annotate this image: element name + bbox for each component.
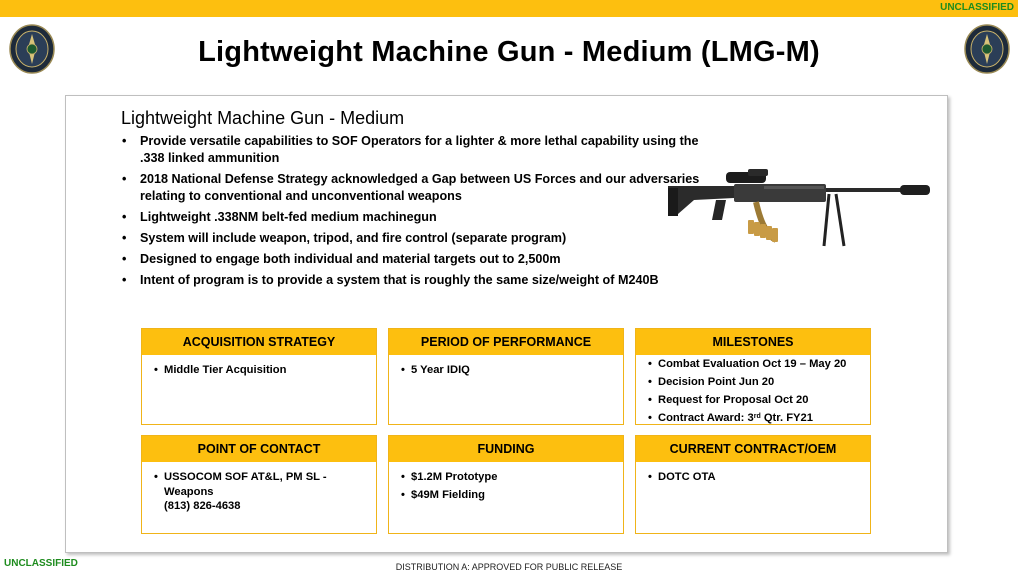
- card-item: • Combat Evaluation Oct 19 – May 20: [648, 357, 862, 372]
- section-title: Lightweight Machine Gun - Medium: [121, 108, 405, 128]
- contact-phone: (813) 826-4638: [164, 500, 241, 512]
- current-contract-card: [635, 435, 871, 534]
- card-item: [648, 411, 862, 426]
- card-title: POINT OF CONTACT: [142, 436, 376, 462]
- contract-award-quarter: Qtr. FY21: [760, 412, 813, 424]
- classification-top: UNCLASSIFIED: [940, 2, 1014, 13]
- card-title: MILESTONES: [636, 329, 870, 355]
- card-item: • Request for Proposal Oct 20: [648, 393, 862, 408]
- ordinal-suffix: rd: [753, 413, 761, 420]
- program-bullets: [121, 133, 711, 293]
- funding-card: [388, 435, 624, 534]
- point-of-contact-card: [141, 435, 377, 534]
- card-title: ACQUISITION STRATEGY: [142, 329, 376, 355]
- bullet-item: • 2018 National Defense Strategy acknowledged a Gap between US Forces and our adversaries relating to conventional and unconventional weapons: [121, 171, 711, 205]
- bullet-item: • Intent of program is to provide a system that is roughly the same size/weight of M240B: [121, 272, 711, 289]
- acquisition-strategy-card: [141, 328, 377, 425]
- contact-name: USSOCOM SOF AT&L, PM SL - Weapons: [164, 471, 327, 498]
- card-item: • 5 Year IDIQ: [401, 363, 615, 378]
- bullet-item: • Designed to engage both individual and material targets out to 2,500m: [121, 251, 711, 268]
- distribution-statement: DISTRIBUTION A: APPROVED FOR PUBLIC RELEASE: [395, 562, 623, 572]
- classification-bottom: UNCLASSIFIED: [4, 558, 78, 569]
- page-title: Lightweight Machine Gun - Medium (LMG-M): [198, 36, 820, 68]
- milestones-card: [635, 328, 871, 425]
- card-title: FUNDING: [389, 436, 623, 462]
- card-item: • DOTC OTA: [648, 470, 862, 485]
- card-item: • $49M Fielding: [401, 488, 615, 503]
- card-item: • Decision Point Jun 20: [648, 375, 862, 390]
- card-title: PERIOD OF PERFORMANCE: [389, 329, 623, 355]
- card-item: • $1.2M Prototype: [401, 470, 615, 485]
- card-title: CURRENT CONTRACT/OEM: [636, 436, 870, 462]
- bullet-item: • Lightweight .338NM belt-fed medium machinegun: [121, 209, 711, 226]
- card-item: [154, 470, 368, 514]
- bullet-item: • Provide versatile capabilities to SOF Operators for a lighter & more lethal capability using the .338 linked ammunition: [121, 133, 711, 167]
- contract-award-label: Contract Award: 3: [658, 412, 754, 424]
- bullet-item: • System will include weapon, tripod, and fire control (separate program): [121, 230, 711, 247]
- classification-bar: [0, 0, 1018, 17]
- card-item: • Middle Tier Acquisition: [154, 363, 368, 378]
- machine-gun-image: [664, 164, 934, 254]
- period-of-performance-card: [388, 328, 624, 425]
